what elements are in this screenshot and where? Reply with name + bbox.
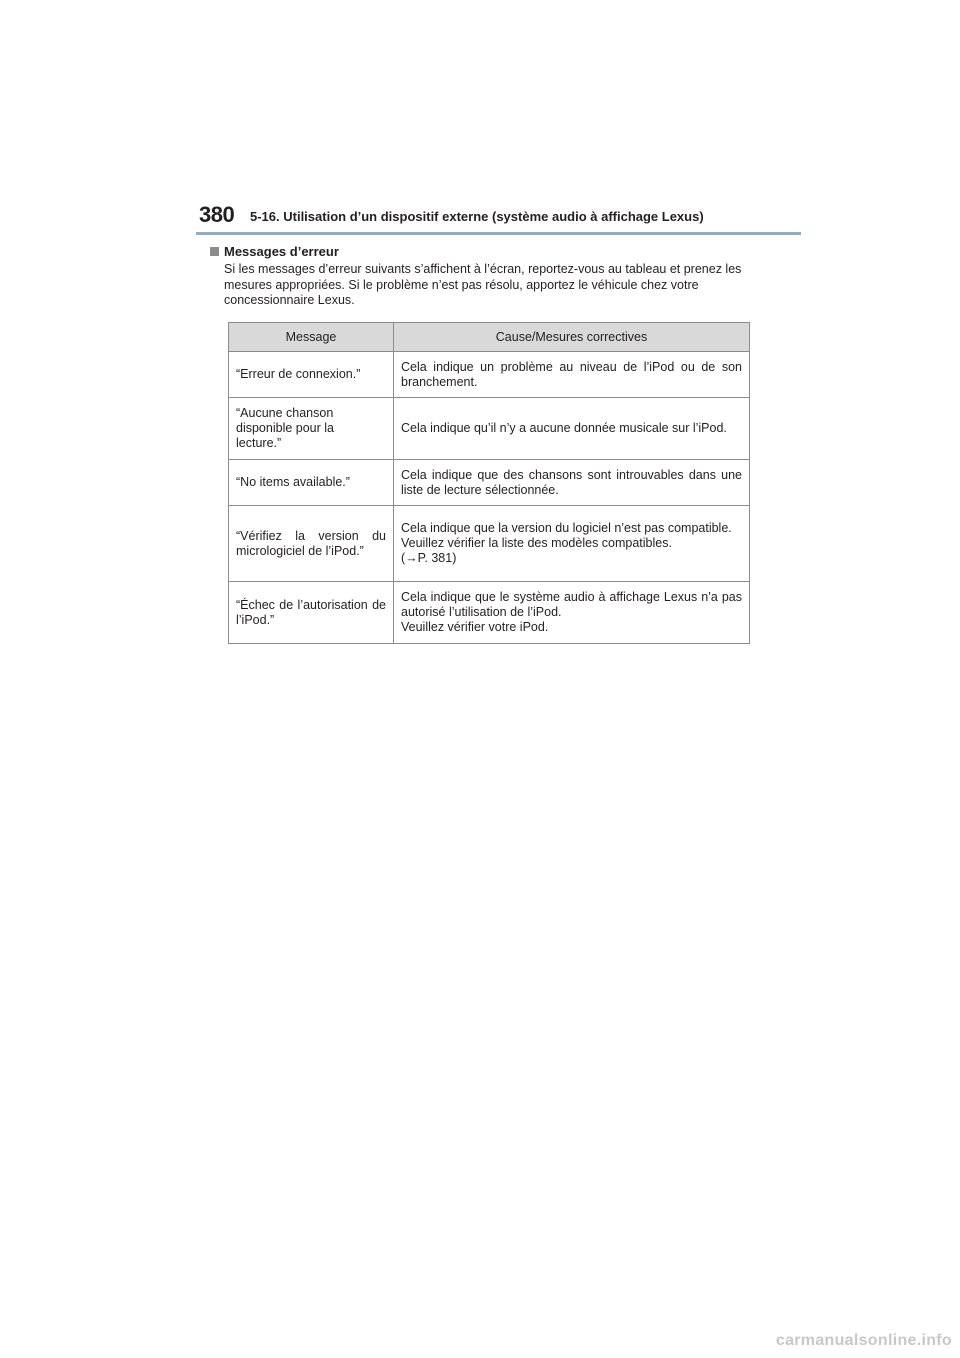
table-row — [229, 398, 750, 460]
section-heading — [210, 244, 750, 259]
message-text: “Aucune chanson — [236, 406, 334, 420]
page-header — [0, 0, 960, 240]
square-bullet-icon — [210, 247, 219, 256]
page-number: 380 — [199, 202, 235, 227]
message-text: lecture.” — [236, 436, 282, 450]
cause-cell — [394, 460, 750, 506]
message-text: “Vérifiez la version du micrologiciel de l’iPod.” — [236, 528, 386, 558]
watermark: carmanualsonline.info — [775, 1332, 952, 1349]
cause-text: Veuillez vérifier votre iPod. — [401, 620, 549, 634]
message-text: disponible pour la — [236, 421, 334, 435]
error-messages-section — [210, 244, 750, 309]
table-row — [229, 506, 750, 582]
table-row — [229, 352, 750, 398]
message-cell — [229, 398, 394, 460]
cause-cell — [394, 352, 750, 398]
cross-reference-link[interactable]: (→P. 381) — [401, 551, 457, 565]
message-text: “Erreur de connexion.” — [236, 367, 361, 381]
cause-cell — [394, 506, 750, 582]
section-intro: Si les messages d’erreur suivants s’affichent à l’écran, reportez-vous au tableau et prenez les mesures appropriées. Si le problème n’est pas résolu, apportez le véhicule chez votre concessionnaire Lexus. — [224, 262, 742, 307]
cause-text: Cela indique que des chansons sont introuvables dans une liste de lecture sélectionnée. — [401, 467, 742, 497]
cause-cell — [394, 398, 750, 460]
message-cell — [229, 506, 394, 582]
cause-text: Cela indique que la version du logiciel n’est pas compatible. — [401, 521, 732, 535]
table-row — [229, 460, 750, 506]
table-row — [229, 582, 750, 644]
cause-cell — [394, 582, 750, 644]
cause-text: Cela indique qu’il n’y a aucune donnée musicale sur l’iPod. — [401, 421, 727, 435]
cause-text: Cela indique un problème au niveau de l’iPod ou de son branchement. — [401, 359, 742, 389]
column-header-message: Message — [229, 323, 394, 352]
section-heading-text: Messages d’erreur — [224, 244, 339, 259]
column-header-cause: Cause/Mesures correctives — [394, 323, 750, 352]
message-cell — [229, 582, 394, 644]
message-text: “Échec de l’autorisation de l’iPod.” — [236, 597, 386, 627]
message-cell — [229, 352, 394, 398]
cause-text: Veuillez vérifier la liste des modèles compatibles. — [401, 536, 672, 550]
message-cell — [229, 460, 394, 506]
header-rule — [196, 232, 801, 235]
chapter-title: 5-16. Utilisation d’un dispositif externe (système audio à affichage Lexus) — [250, 209, 704, 224]
cause-text: Cela indique que le système audio à affichage Lexus n’a pas autorisé l’utilisation de l’iPod. — [401, 590, 742, 619]
table-header-row — [229, 323, 750, 352]
error-messages-table — [228, 322, 750, 644]
message-text: “No items available.” — [236, 475, 350, 489]
